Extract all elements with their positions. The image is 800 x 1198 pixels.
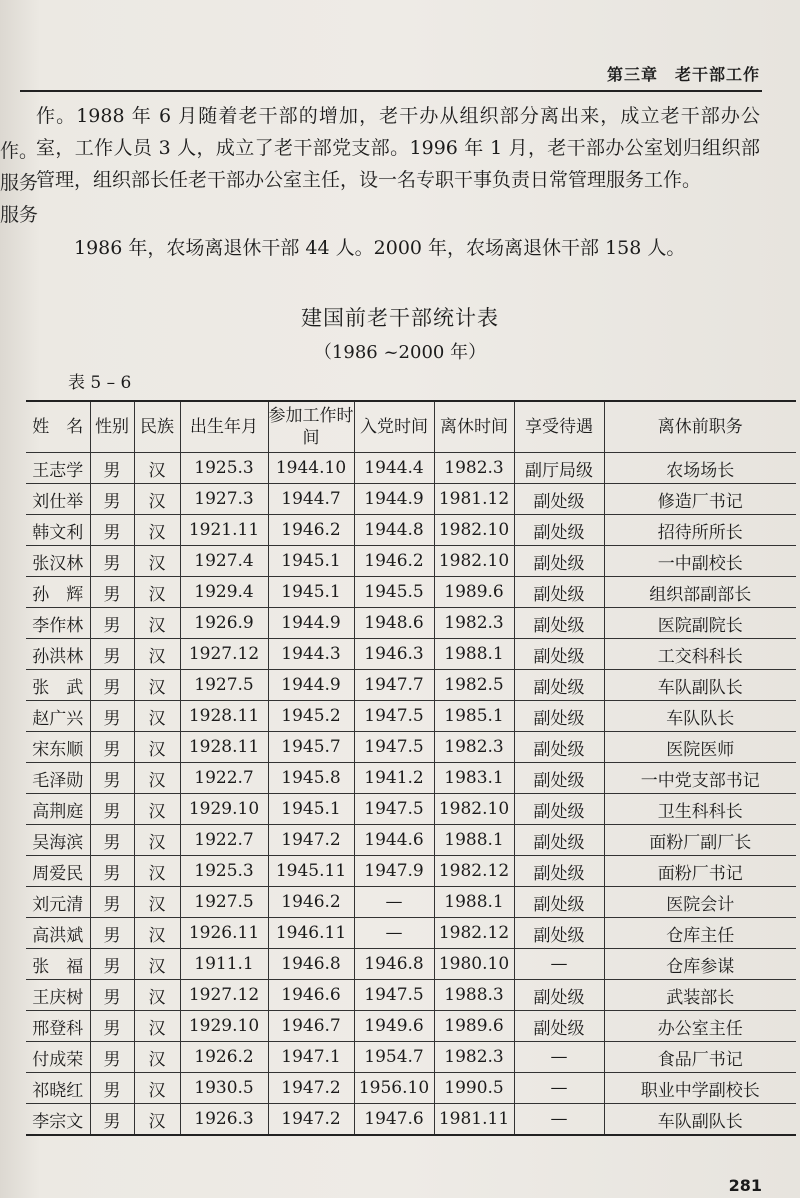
table-cell: 1926.9: [180, 608, 268, 639]
table-row: [26, 608, 796, 639]
table-cell: 副处级: [514, 670, 604, 701]
table-cell: 副处级: [514, 794, 604, 825]
table-cell: 1921.11: [180, 515, 268, 546]
table-cell: 汉: [134, 887, 180, 918]
table-cell: 1926.3: [180, 1104, 268, 1136]
table-cell: 1946.8: [354, 949, 434, 980]
table-cell: 副处级: [514, 639, 604, 670]
table-cell: 1944.9: [268, 670, 354, 701]
table-cell: 汉: [134, 670, 180, 701]
table-cell: 男: [90, 918, 134, 949]
column-header: 民族: [134, 401, 180, 453]
table-cell: 1925.3: [180, 453, 268, 484]
table-row: [26, 546, 796, 577]
table-cell: 组织部副部长: [604, 577, 796, 608]
table-cell: 医院医师: [604, 732, 796, 763]
table-cell: 汉: [134, 763, 180, 794]
table-cell: 汉: [134, 732, 180, 763]
table-cell: 宋东顺: [26, 732, 90, 763]
column-header: 入党时间: [354, 401, 434, 453]
table-cell: 医院副院长: [604, 608, 796, 639]
table-row: [26, 1104, 796, 1136]
table-cell: 男: [90, 1104, 134, 1136]
table-row: [26, 1042, 796, 1073]
table-cell: 1982.12: [434, 856, 514, 887]
table-cell: 1946.11: [268, 918, 354, 949]
table-cell: 1944.6: [354, 825, 434, 856]
table-cell: 1926.2: [180, 1042, 268, 1073]
table-row: [26, 856, 796, 887]
table-cell: 汉: [134, 639, 180, 670]
table-row: [26, 763, 796, 794]
running-head: 第三章 老干部工作: [606, 65, 760, 84]
body-paragraph: 1986 年，农场离退休干部 44 人。2000 年，农场离退休干部 158 人。: [74, 237, 686, 259]
table-cell: 一中党支部书记: [604, 763, 796, 794]
table-cell: 男: [90, 701, 134, 732]
table-cell: 邢登科: [26, 1011, 90, 1042]
table-cell: 男: [90, 577, 134, 608]
facing-page-fragment: 作。: [0, 140, 39, 162]
table-cell: 1989.6: [434, 1011, 514, 1042]
table-cell: 男: [90, 980, 134, 1011]
table-cell: 1947.7: [354, 670, 434, 701]
table-cell: 1947.2: [268, 825, 354, 856]
table-title: 建国前老干部统计表: [301, 306, 499, 330]
table-cell: 男: [90, 825, 134, 856]
table-cell: 1982.3: [434, 1042, 514, 1073]
table-cell: 1946.2: [268, 887, 354, 918]
table-cell: 副处级: [514, 608, 604, 639]
table-cell: 1944.10: [268, 453, 354, 484]
table-cell: 孙 辉: [26, 577, 90, 608]
table-cell: 男: [90, 670, 134, 701]
table-cell: 汉: [134, 825, 180, 856]
table-cell: 男: [90, 887, 134, 918]
table-cell: 汉: [134, 608, 180, 639]
table-cell: 汉: [134, 856, 180, 887]
table-cell: 1928.11: [180, 732, 268, 763]
table-row: [26, 484, 796, 515]
table-cell: 副处级: [514, 918, 604, 949]
table-cell: 车队队长: [604, 701, 796, 732]
table-cell: 1929.10: [180, 794, 268, 825]
table-row: [26, 949, 796, 980]
table-cell: 男: [90, 949, 134, 980]
table-cell: —: [514, 949, 604, 980]
table-cell: 食品厂书记: [604, 1042, 796, 1073]
table-cell: 1945.1: [268, 794, 354, 825]
column-header: 享受待遇: [514, 401, 604, 453]
table-cell: 1947.2: [268, 1073, 354, 1104]
table-cell: 1945.8: [268, 763, 354, 794]
table-cell: 男: [90, 1073, 134, 1104]
table-cell: 1947.1: [268, 1042, 354, 1073]
table-cell: 1982.3: [434, 732, 514, 763]
table-cell: 男: [90, 546, 134, 577]
table-cell: 赵广兴: [26, 701, 90, 732]
page-number: 281: [728, 1176, 762, 1195]
table-cell: 1929.4: [180, 577, 268, 608]
table-cell: 1980.10: [434, 949, 514, 980]
table-cell: 男: [90, 484, 134, 515]
table-cell: 仓库主任: [604, 918, 796, 949]
table-row: [26, 980, 796, 1011]
table-cell: 1982.3: [434, 453, 514, 484]
table-cell: 工交科科长: [604, 639, 796, 670]
table-cell: 男: [90, 608, 134, 639]
table-cell: 修造厂书记: [604, 484, 796, 515]
table-cell: 吴海滨: [26, 825, 90, 856]
facing-page-fragment: 服务: [0, 204, 39, 226]
table-row: [26, 577, 796, 608]
table-cell: 1946.7: [268, 1011, 354, 1042]
table-cell: 1956.10: [354, 1073, 434, 1104]
table-cell: 1945.2: [268, 701, 354, 732]
column-header: 离休前职务: [604, 401, 796, 453]
table-row: [26, 794, 796, 825]
table-cell: 1983.1: [434, 763, 514, 794]
table-cell: 高荆庭: [26, 794, 90, 825]
table-cell: 办公室主任: [604, 1011, 796, 1042]
table-cell: 1982.10: [434, 515, 514, 546]
table-cell: 汉: [134, 1042, 180, 1073]
table-cell: 职业中学副校长: [604, 1073, 796, 1104]
table-cell: 张 福: [26, 949, 90, 980]
table-cell: 1990.5: [434, 1073, 514, 1104]
table-cell: 汉: [134, 1011, 180, 1042]
table-row: [26, 887, 796, 918]
table-cell: 孙洪林: [26, 639, 90, 670]
table-cell: 汉: [134, 980, 180, 1011]
table-cell: 车队副队长: [604, 1104, 796, 1136]
table-cell: 1947.5: [354, 794, 434, 825]
table-label: 表 5 – 6: [68, 373, 132, 393]
table-cell: 1945.1: [268, 577, 354, 608]
table-cell: 一中副校长: [604, 546, 796, 577]
table-cell: 汉: [134, 1073, 180, 1104]
table-cell: 1944.3: [268, 639, 354, 670]
facing-page-fragment: 服务: [0, 172, 39, 194]
table-cell: 1944.8: [354, 515, 434, 546]
table-cell: 1982.12: [434, 918, 514, 949]
table-cell: 1948.6: [354, 608, 434, 639]
table-cell: 1922.7: [180, 825, 268, 856]
table-cell: 1922.7: [180, 763, 268, 794]
table-cell: 1929.10: [180, 1011, 268, 1042]
table-cell: 1989.6: [434, 577, 514, 608]
table-cell: 招待所所长: [604, 515, 796, 546]
table-row: [26, 1011, 796, 1042]
table-cell: 汉: [134, 794, 180, 825]
table-cell: 汉: [134, 453, 180, 484]
table-cell: 男: [90, 763, 134, 794]
table-cell: 王庆树: [26, 980, 90, 1011]
table-cell: 副处级: [514, 887, 604, 918]
table-cell: 1927.12: [180, 639, 268, 670]
table-cell: 1985.1: [434, 701, 514, 732]
table-cell: 副处级: [514, 825, 604, 856]
table-cell: 副厅局级: [514, 453, 604, 484]
table-cell: 汉: [134, 918, 180, 949]
table-cell: 1925.3: [180, 856, 268, 887]
table-cell: 1988.1: [434, 825, 514, 856]
table-row: [26, 639, 796, 670]
table-row: [26, 1073, 796, 1104]
table-cell: 男: [90, 639, 134, 670]
table-cell: 汉: [134, 1104, 180, 1136]
table-cell: 祁晓红: [26, 1073, 90, 1104]
table-cell: 卫生科科长: [604, 794, 796, 825]
table-cell: 男: [90, 515, 134, 546]
table-cell: 1982.5: [434, 670, 514, 701]
table-cell: 副处级: [514, 1011, 604, 1042]
table-cell: 1946.6: [268, 980, 354, 1011]
column-header: 姓 名: [26, 401, 90, 453]
table-cell: 副处级: [514, 484, 604, 515]
table-cell: 1988.1: [434, 639, 514, 670]
table-cell: 副处级: [514, 577, 604, 608]
table-cell: 汉: [134, 515, 180, 546]
table-cell: 男: [90, 1011, 134, 1042]
table-cell: 男: [90, 794, 134, 825]
table-cell: 汉: [134, 949, 180, 980]
table-cell: 面粉厂书记: [604, 856, 796, 887]
table-cell: 男: [90, 856, 134, 887]
table-subtitle: （1986 ~2000 年）: [313, 342, 487, 363]
table-cell: 韩文利: [26, 515, 90, 546]
header-rule: [20, 90, 762, 92]
table-cell: 1954.7: [354, 1042, 434, 1073]
table-cell: 副处级: [514, 980, 604, 1011]
table-cell: 1947.9: [354, 856, 434, 887]
table-cell: 付成荣: [26, 1042, 90, 1073]
table-cell: 毛泽勋: [26, 763, 90, 794]
table-cell: 1946.2: [354, 546, 434, 577]
table-cell: 1988.3: [434, 980, 514, 1011]
table-cell: 面粉厂副厂长: [604, 825, 796, 856]
table-cell: 男: [90, 453, 134, 484]
table-cell: 1947.6: [354, 1104, 434, 1136]
table-row: [26, 515, 796, 546]
table-cell: 1946.2: [268, 515, 354, 546]
table-cell: 1947.2: [268, 1104, 354, 1136]
table-cell: 1945.7: [268, 732, 354, 763]
column-header: 参加工作时 间: [268, 401, 354, 453]
table-cell: 1981.11: [434, 1104, 514, 1136]
table-cell: 张汉林: [26, 546, 90, 577]
table-row: [26, 918, 796, 949]
table-cell: 1927.5: [180, 887, 268, 918]
table-cell: 汉: [134, 546, 180, 577]
table-cell: 1945.5: [354, 577, 434, 608]
table-cell: 1944.9: [268, 608, 354, 639]
table-cell: 医院会计: [604, 887, 796, 918]
table-cell: 1982.10: [434, 794, 514, 825]
table-cell: 1945.11: [268, 856, 354, 887]
table-cell: 1946.8: [268, 949, 354, 980]
table-cell: 1941.2: [354, 763, 434, 794]
table-cell: 刘仕举: [26, 484, 90, 515]
table-cell: 1947.5: [354, 980, 434, 1011]
table-cell: —: [354, 918, 434, 949]
table-cell: 李作林: [26, 608, 90, 639]
table-cell: 副处级: [514, 763, 604, 794]
column-header: 离休时间: [434, 401, 514, 453]
table-cell: 周爱民: [26, 856, 90, 887]
table-header-row: [26, 401, 796, 453]
table-cell: 1927.3: [180, 484, 268, 515]
column-header: 性别: [90, 401, 134, 453]
table-cell: 男: [90, 1042, 134, 1073]
table-row: [26, 825, 796, 856]
table-cell: —: [514, 1073, 604, 1104]
table-cell: 1927.4: [180, 546, 268, 577]
table-cell: 1988.1: [434, 887, 514, 918]
table-cell: 1982.10: [434, 546, 514, 577]
table-cell: 高洪斌: [26, 918, 90, 949]
table-cell: 1982.3: [434, 608, 514, 639]
table-cell: 农场场长: [604, 453, 796, 484]
table-cell: 1944.9: [354, 484, 434, 515]
table-cell: 1945.1: [268, 546, 354, 577]
body-paragraph: 作。1988 年 6 月随着老干部的增加，老干办从组织部分离出来，成立老干部办公室，工作人员 3 人，成立了老干部党支部。1996 年 1 月，老干部办公室划归组织部管理，组织部长任老干部办公室主任，设一名专职干事负责日常管理服务工作。: [36, 105, 760, 191]
column-header: 出生年月: [180, 401, 268, 453]
table-cell: 1981.12: [434, 484, 514, 515]
table-cell: 副处级: [514, 546, 604, 577]
table-cell: 武装部长: [604, 980, 796, 1011]
table-cell: 1946.3: [354, 639, 434, 670]
table-cell: 1944.7: [268, 484, 354, 515]
table-cell: 汉: [134, 484, 180, 515]
table-cell: 1947.5: [354, 701, 434, 732]
table-cell: —: [514, 1104, 604, 1136]
table-cell: 1949.6: [354, 1011, 434, 1042]
table-cell: 副处级: [514, 515, 604, 546]
table-cell: 李宗文: [26, 1104, 90, 1136]
table-cell: 张 武: [26, 670, 90, 701]
table-row: [26, 453, 796, 484]
table-cell: 1944.4: [354, 453, 434, 484]
table-cell: 王志学: [26, 453, 90, 484]
table-cell: 1927.12: [180, 980, 268, 1011]
table-cell: 1930.5: [180, 1073, 268, 1104]
table-row: [26, 670, 796, 701]
table-cell: 1928.11: [180, 701, 268, 732]
cadre-statistics-table: [26, 400, 796, 1136]
table-cell: 副处级: [514, 856, 604, 887]
table-cell: 汉: [134, 577, 180, 608]
table-cell: —: [354, 887, 434, 918]
table-cell: 副处级: [514, 732, 604, 763]
table-cell: 汉: [134, 701, 180, 732]
table-cell: 1911.1: [180, 949, 268, 980]
table-cell: 1927.5: [180, 670, 268, 701]
table-cell: 车队副队长: [604, 670, 796, 701]
table-cell: 1947.5: [354, 732, 434, 763]
table-cell: —: [514, 1042, 604, 1073]
table-cell: 刘元清: [26, 887, 90, 918]
table-row: [26, 701, 796, 732]
table-cell: 仓库参谋: [604, 949, 796, 980]
table-cell: 男: [90, 732, 134, 763]
table-cell: 副处级: [514, 701, 604, 732]
table-row: [26, 732, 796, 763]
table-cell: 1926.11: [180, 918, 268, 949]
